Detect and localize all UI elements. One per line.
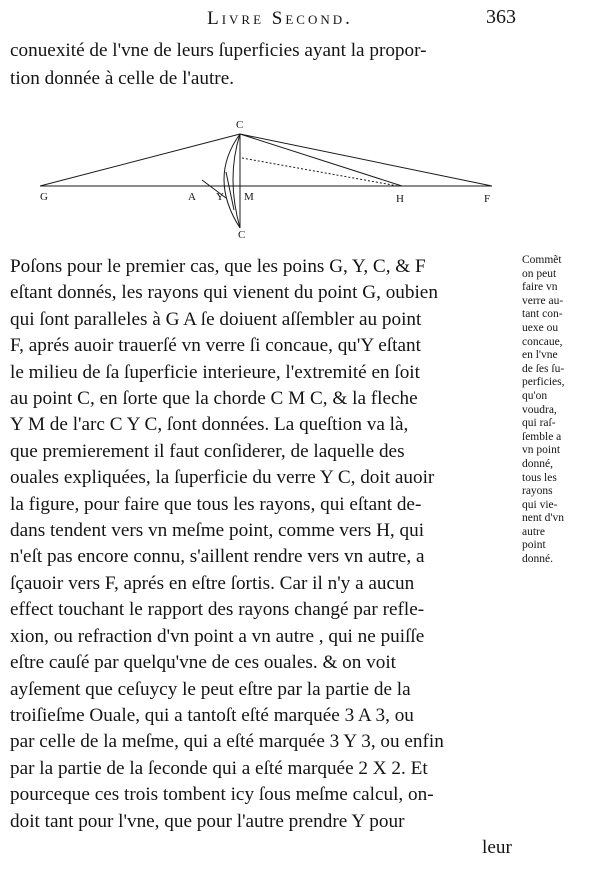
text-line: ſçauoir vers F, aprés en eſtre ſortis. Car il n'y a aucun [10,572,415,594]
ray-c-f [240,134,492,186]
running-head [0,4,600,30]
margin-line: concaue, [522,335,563,348]
running-title: Livre Second. [207,8,353,29]
text-line: au point C, en ſorte que la chorde C M C, & la fleche [10,388,418,410]
label-h: H [396,193,404,205]
label-c-bottom: C [238,229,246,241]
text-line: xion, ou refraction d'vn point a vn autre , qui ne puiſſe [10,625,425,647]
margin-line: donné, [522,457,553,470]
text-line: par la partie de la ſeconde qui a eſté marquée 2 X 2. Et [10,757,428,779]
text-line: tion donnée à celle de l'autre. [10,68,235,89]
text-line: doit tant pour l'vne, que pour l'autre prendre Y pour [10,810,405,832]
text-line: eſtant donnés, les rayons qui vienent du point G, oubien [10,282,438,304]
label-y: Y [216,191,224,203]
margin-line: on peut [522,267,557,280]
ray-c-g [40,134,240,186]
text-line: effect touchant le rapport des rayons changé par refle- [10,599,425,621]
text-line: qui ſont paralleles à G A ſe doiuent aſſembler au point [10,308,422,330]
text-line: Poſons pour le premier cas, que les poins G, Y, C, & F [10,256,426,277]
text-line: le milieu de ſa ſuperficie interieure, l'extremité en ſoit [10,361,420,383]
margin-line: qu'on [522,389,548,402]
margin-line: de ſes ſu- [522,362,565,375]
margin-line: voudra, [522,403,557,416]
margin-line: perficies, [522,376,565,389]
margin-line: tant con- [522,308,563,321]
text-line: que premierement il faut conſiderer, de laquelle des [10,440,405,462]
text-line: Y M de l'arc C Y C, ſont données. La queſtion va là, [10,414,409,436]
label-a: A [188,191,196,203]
margin-line: donné. [522,553,553,566]
text-line: par celle de la meſme, qui a eſté marquée 3 Y 3, ou enfin [10,731,444,753]
margin-line: nent d'vn [522,512,564,525]
margin-line: ſemble a [522,430,562,443]
main-paragraph [10,254,520,861]
margin-line: en l'vne [522,349,558,362]
lens-arc-outer [224,134,240,228]
margin-line: autre [522,525,545,538]
geometric-figure [30,112,510,242]
margin-line: qui raſ- [522,417,556,430]
margin-line: Commẽt [522,254,562,266]
continuation-paragraph [10,37,520,93]
page-number: 363 [486,6,516,28]
label-m: M [244,191,254,203]
label-f: F [484,193,491,205]
text-line: eſtre cauſé par quelqu'vne de ces ouales. & on voit [10,652,396,674]
text-line: n'eſt pas encore connu, s'aillent rendre vers vn autre, a [10,546,425,568]
margin-line: verre au- [522,294,564,307]
text-line: troiſieſme Ouale, qui a tantoſt eſté marquée 3 A 3, ou [10,704,414,726]
text-line: ayſement que ceſuycy le peut eſtre par la partie de la [10,678,411,700]
label-g: G [40,191,48,203]
lens-arc-inner [233,134,240,228]
text-line: la figure, pour faire que tous les rayons, qui eſtant de- [10,493,422,515]
text-line: dans tendent vers vn meſme point, comme vers H, qui [10,520,425,542]
margin-line: qui vie- [522,498,558,511]
text-line: ouales expliquées, la ſuperficie du verre Y C, doit auoir [10,467,435,489]
ray-c-h [240,134,402,186]
margin-line: faire vn [522,281,558,294]
text-line: F, aprés auoir trauerſé vn verre ſi concaue, qu'Y eſtant [10,335,421,357]
margin-line: tous les [522,471,557,484]
label-c-top: C [236,119,244,131]
margin-line: vn point [522,444,561,457]
lens-diagram [30,112,510,242]
marginal-note [522,254,598,567]
text-line: pourceque ces trois tombent icy ſous meſme calcul, on- [10,784,434,806]
catchword: leur [482,836,512,858]
margin-line: point [522,539,546,552]
margin-line: uexe ou [522,321,559,334]
margin-line: rayons [522,485,553,498]
text-line: conuexité de l'vne de leurs ſuperficies ayant la propor- [10,40,427,61]
